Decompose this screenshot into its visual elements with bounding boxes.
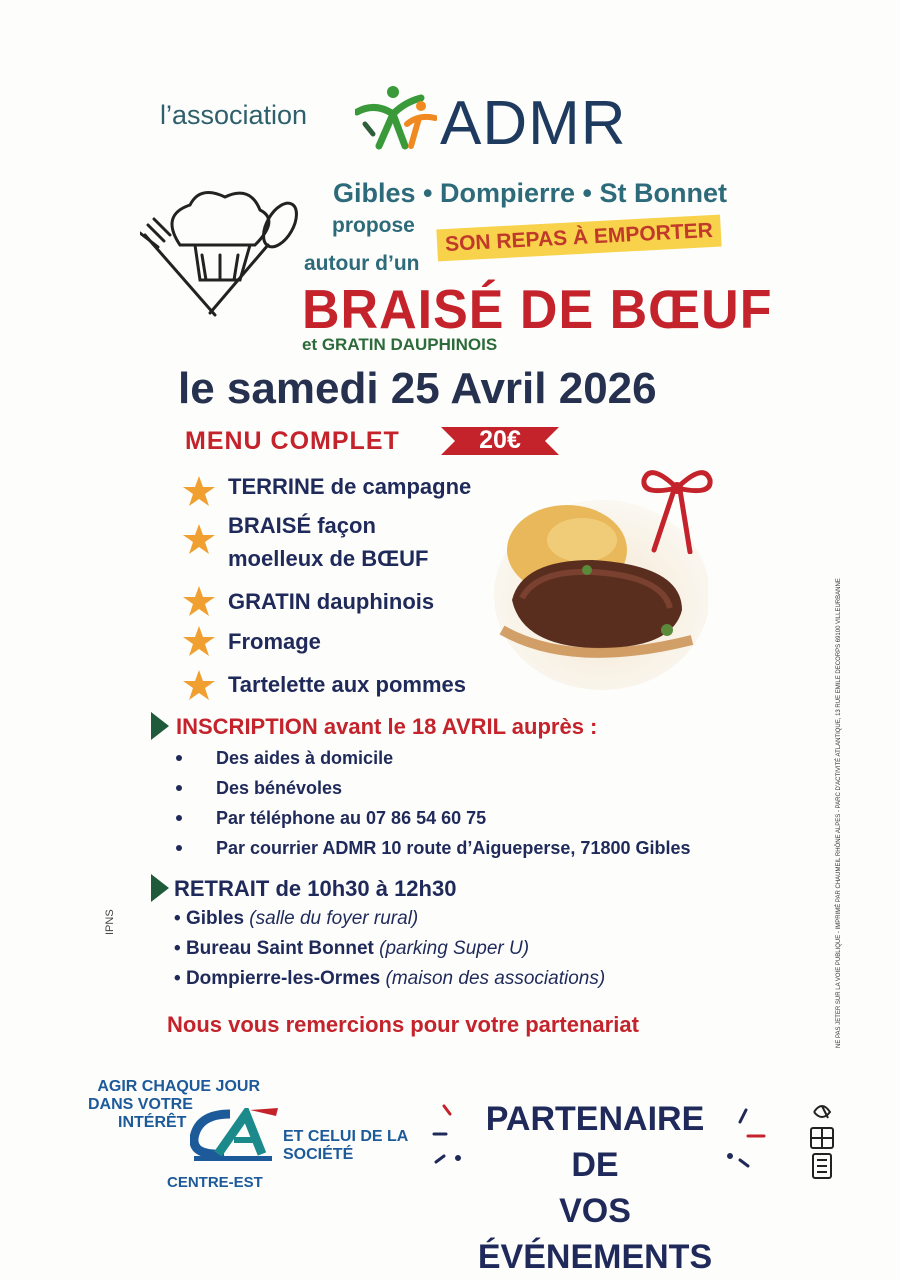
sponsor-region: CENTRE-EST [167, 1174, 263, 1191]
printer-note: NE PAS JETER SUR LA VOIE PUBLIQUE - IMPRIMÉ PAR CHAUMEIL RHÔNE ALPES - PARC D’ACTIVITÉ ATLANTIQUE, 13 RUE EMILE DECORPS 69100 VILLEURBANNE [836, 578, 842, 1048]
partner-line: VOS ÉVÉNEMENTS [477, 1192, 713, 1276]
retrait-place: • Bureau Saint Bonnet (parking Super U) [174, 938, 530, 959]
event-date: le samedi 25 Avril 2026 [178, 364, 657, 413]
place-detail: (maison des associations) [385, 968, 606, 989]
menu-item-fromage: Fromage [228, 629, 321, 654]
place-detail: (salle du foyer rural) [249, 908, 419, 929]
inscription-title: INSCRIPTION avant le 18 AVRIL auprès : [176, 714, 598, 739]
menu-item-braise-cont: moelleux de BŒUF [228, 546, 429, 571]
menu-item-gratin: GRATIN dauphinois [228, 589, 435, 614]
bullet-dot-icon [176, 845, 182, 851]
retrait-place: • Dompierre-les-Ormes (maison des associations) [174, 968, 606, 989]
credit-agricole-logo-icon [190, 1108, 280, 1162]
partner-line: PARTENAIRE DE [485, 1100, 705, 1184]
red-bow-icon [640, 462, 714, 554]
star-icon [182, 474, 216, 508]
retrait-place: • Gibles (salle du foyer rural) [174, 908, 419, 929]
price-value: 20€ [479, 426, 521, 454]
dish-title: BRAISÉ DE BŒUF [302, 279, 773, 341]
place-name: Gibles [185, 908, 245, 929]
menu-item-braise: BRAISÉ façon [228, 513, 376, 538]
partner-banner [470, 1096, 720, 1280]
chef-hat-utensils-icon [140, 185, 300, 325]
place-name: Dompierre-les-Ormes [185, 968, 381, 989]
arrow-right-icon [151, 874, 169, 902]
towns-line: Gibles • Dompierre • St Bonnet [333, 178, 727, 208]
inscription-item: Par courrier ADMR 10 route d’Aigueperse, 71800 Gibles [216, 838, 691, 858]
menu-item-tartelette: Tartelette aux pommes [228, 672, 467, 697]
inscription-item: Des aides à domicile [216, 748, 394, 768]
autour-label: autour d’un [304, 252, 420, 275]
slogan-line: DANS VOTRE [88, 1096, 193, 1113]
star-icon [182, 522, 216, 556]
association-label: l’association [160, 100, 308, 130]
bullet-dot-icon [176, 755, 182, 761]
inscription-item: Par téléphone au 07 86 54 60 75 [216, 808, 487, 828]
brand-name: ADMR [440, 89, 627, 158]
bullet-dot-icon [176, 785, 182, 791]
inscription-item: Des bénévoles [216, 778, 343, 798]
price-badge [441, 423, 559, 459]
arrow-right-icon [151, 712, 169, 740]
admr-logo-icon [355, 84, 437, 152]
slogan-line: INTÉRÊT [118, 1114, 187, 1131]
star-icon [182, 668, 216, 702]
recycling-logo-icon [808, 1098, 836, 1180]
menu-item-terrine: TERRINE de campagne [228, 474, 472, 499]
bullet-dot-icon [176, 815, 182, 821]
takeaway-banner: SON REPAS À EMPORTER [436, 215, 721, 262]
side-dish: et GRATIN DAUPHINOIS [302, 335, 498, 354]
place-name: Bureau Saint Bonnet [185, 938, 374, 959]
propose-label: propose [332, 214, 415, 237]
retrait-title: RETRAIT de 10h30 à 12h30 [174, 876, 457, 901]
slogan-line: ET CELUI DE LA [283, 1128, 409, 1145]
menu-label: MENU COMPLET [185, 427, 400, 455]
slogan-line: AGIR CHAQUE JOUR [97, 1078, 260, 1095]
slogan-line: SOCIÉTÉ [283, 1146, 354, 1163]
place-detail: (parking Super U) [379, 938, 530, 959]
thanks-line: Nous vous remercions pour votre partenariat [167, 1012, 639, 1037]
star-icon [182, 584, 216, 618]
ipns-label: IPNS [104, 909, 116, 935]
star-icon [182, 624, 216, 658]
sponsor-slogan-end [283, 1128, 408, 1164]
